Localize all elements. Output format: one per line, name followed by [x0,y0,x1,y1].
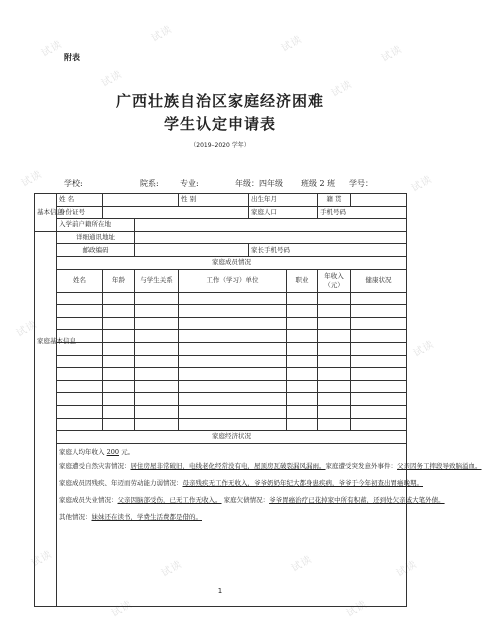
college-field: 院系: [140,179,159,188]
hukou-value[interactable] [135,219,407,232]
other-value: 妹妹还在读书，学费生活费都是借的。 [91,512,202,521]
postcode-value[interactable] [135,244,249,257]
native-place-label: 籍 贯 [318,194,351,207]
watermark: 试读 [379,43,405,65]
col-name: 姓名 [57,269,103,292]
name-value[interactable] [103,194,179,207]
watermark: 试读 [109,598,135,620]
birth-label: 出生年月 [249,194,318,207]
disaster-value: 居住房屋非常破旧，电线老化经常没有电，屋顶房瓦破裂漏风漏雨。 [130,461,326,470]
member-row[interactable] [35,405,407,418]
econ-details [57,443,482,606]
address-value[interactable] [135,231,407,244]
basic-info-section-label: 基本信息 [35,194,57,232]
member-row[interactable] [35,342,407,355]
other-label: 其他情况： [59,512,92,521]
watermark: 试读 [279,33,305,55]
address-label: 详细通讯地址 [57,231,135,244]
member-row[interactable] [35,330,407,343]
members-title: 家庭成员情况 [57,256,407,269]
watermark: 试读 [149,23,175,45]
watermark: 试读 [19,168,45,190]
native-place-value[interactable] [351,194,407,207]
disability-value: 母亲残疾无工作无收入，爷爷奶奶年纪大都身患疾病，爷爷于今年初查出胃癌晚期。 [182,478,423,487]
debt-label: 家庭欠债情况： [223,495,270,504]
id-no-label: 身份证号 [57,206,103,219]
class-field: 班级 2 班 [301,179,336,188]
member-row[interactable] [35,317,407,330]
col-occupation: 职业 [287,269,318,292]
page-number: 1 [217,587,223,595]
member-row[interactable] [35,418,407,431]
watermark: 试读 [411,338,437,360]
watermark: 试读 [344,598,370,620]
school-field: 学校: [64,179,83,188]
income-unit: 元。 [121,447,135,456]
annex-label: 附表 [64,53,80,62]
disability-label: 家庭成员因残疾、年迈而劳动能力弱情况： [59,478,183,487]
student-info-line [64,178,394,189]
watermark: 试读 [329,78,355,100]
name-label: 姓 名 [57,194,103,207]
member-row[interactable] [35,355,407,368]
school-year: （2019–2020 学年） [190,142,250,149]
mobile-label: 手机号码 [318,206,407,219]
accident-value: 父亲因务工摔段导致脑溢血。 [397,461,482,470]
postcode-label: 邮政编码 [57,244,135,257]
gender-label: 性 别 [179,194,249,207]
watermark: 试读 [29,548,55,570]
disaster-label: 家庭遭受自然灾害情况： [59,461,131,470]
unemploy-label: 家庭成员失业情况： [59,495,118,504]
parent-phone-label: 家长手机号码 [249,244,407,257]
student-no-field: 学号： [349,179,373,188]
col-relation: 与学生关系 [135,269,179,292]
col-age: 年龄 [103,269,135,292]
family-info-section-label: 家庭基本信息 [35,231,57,606]
form-title-line2: 学生认定申请表 [163,115,276,133]
watermark: 试读 [14,318,40,340]
watermark: 试读 [99,68,125,90]
member-row[interactable] [35,380,407,393]
income-prefix: 家庭人均年收入 [59,447,105,456]
econ-title: 家庭经济状况 [57,431,407,444]
col-income: 年收入（元） [318,269,351,292]
member-row[interactable] [35,368,407,381]
debt-value: 爷爷胃癌治疗已花掉家中所有积蓄，还到处欠亲戚大笔外债。 [269,495,445,504]
member-row[interactable] [35,305,407,318]
id-no-value[interactable] [103,206,249,219]
watermark: 试读 [394,558,420,580]
accident-label: 家庭遭受突发意外事件： [325,461,397,470]
col-workplace: 工作（学习）单位 [179,269,287,292]
major-field: 专业: [180,179,199,188]
unemploy-value: 父亲因脑部受伤，已无工作无收入。 [117,495,222,504]
member-row[interactable] [35,292,407,305]
watermark: 试读 [409,173,435,195]
watermark: 试读 [289,553,315,575]
hukou-label: 入学前户籍所在地 [57,219,135,232]
family-size-label: 家庭人口 [249,206,318,219]
member-row[interactable] [35,393,407,406]
col-health: 健康状况 [351,269,407,292]
watermark: 试读 [159,558,185,580]
grade-field: 年级：四年级 [235,179,283,188]
income-value: 200 [106,447,119,456]
watermark: 试读 [39,38,65,60]
form-title-line1: 广西壮族自治区家庭经济困难 [115,92,324,110]
